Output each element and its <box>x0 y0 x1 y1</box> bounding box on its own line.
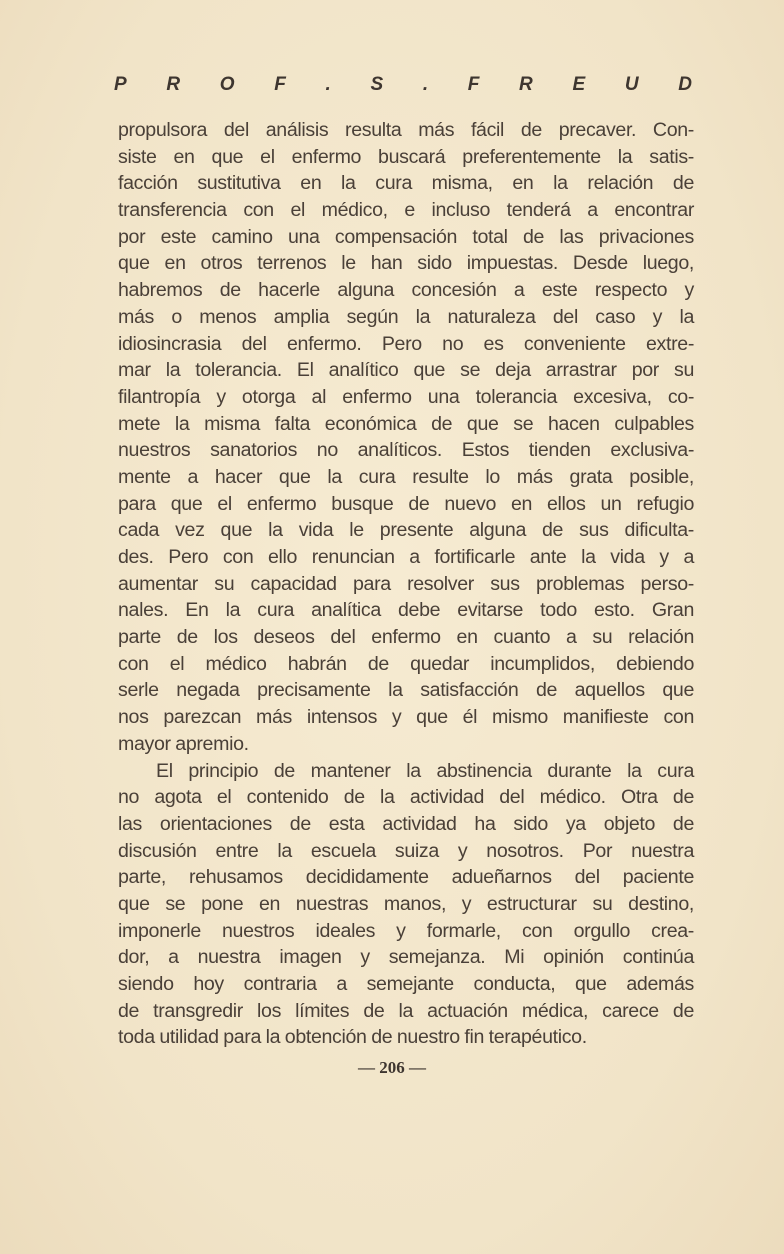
header-letter: O <box>219 74 235 95</box>
text-line: facción sustitutiva en la cura misma, en la relación de <box>118 172 694 195</box>
text-line: más o menos amplia según la naturaleza del caso y la <box>118 305 694 328</box>
header-letter: P <box>114 74 127 95</box>
text-line: El principio de mantener la abstinencia durante la cura <box>156 759 694 782</box>
text-line: para que el enfermo busque de nuevo en ellos un refugio <box>118 492 694 515</box>
text-line: parte, rehusamos decididamente adueñarnos del paciente <box>118 866 694 889</box>
header-letter: . <box>422 74 429 95</box>
text-line: mete la misma falta económica de que se hacen culpables <box>118 412 694 435</box>
header-letter: . <box>325 74 331 95</box>
text-line: siendo hoy contraria a semejante conducta, que además <box>118 973 694 995</box>
page-number: — 206 — <box>358 1058 426 1077</box>
text-line: dor, a nuestra imagen y semejanza. Mi opinión continúa <box>118 946 694 969</box>
body-text <box>118 117 694 1051</box>
text-line: con el médico habrán de quedar incumplidos, debiendo <box>118 652 694 675</box>
text-line: imponerle nuestros ideales y formarle, con orgullo crea- <box>118 919 694 942</box>
text-line: filantropía y otorga al enfermo una tolerancia excesiva, co- <box>118 385 694 408</box>
header-letter: R <box>166 74 181 95</box>
text-line: habremos de hacerle alguna concesión a este respecto y <box>118 279 694 302</box>
header-letter: U <box>624 74 639 95</box>
header-letter: F <box>274 74 286 95</box>
text-line: mente a hacer que la cura resulte lo más grata posible, <box>118 465 694 488</box>
paragraph <box>118 117 694 758</box>
text-line: toda utilidad para la obtención de nuestro fin terapéutico. <box>118 1026 587 1049</box>
text-line: no agota el contenido de la actividad del médico. Otra de <box>118 786 694 809</box>
text-line: idiosincrasia del enfermo. Pero no es conveniente extre- <box>118 332 694 355</box>
header-letter: R <box>519 74 533 95</box>
text-line: cada vez que la vida le presente alguna de sus dificulta- <box>118 519 694 542</box>
text-line: discusión entre la escuela suiza y nosotros. Por nuestra <box>118 839 694 862</box>
text-line: propulsora del análisis resulta más fácil de precaver. Con- <box>118 119 694 141</box>
text-line: las orientaciones de esta actividad ha sido ya objeto de <box>118 812 694 835</box>
header-letter: D <box>678 74 692 95</box>
text-line: mayor apremio. <box>118 732 249 755</box>
text-line: serle negada precisamente la satisfacción de aquellos que <box>118 679 694 702</box>
text-line: siste en que el enfermo buscará preferentemente la satis- <box>118 145 694 168</box>
text-line: transferencia con el médico, e incluso tenderá a encontrar <box>118 199 694 222</box>
text-line: de transgredir los límites de la actuación médica, carece de <box>118 999 694 1022</box>
header-letter: F <box>467 74 480 95</box>
text-line: des. Pero con ello renuncian a fortificarle ante la vida y a <box>118 546 694 568</box>
text-line: que en otros terrenos le han sido impuestas. Desde luego, <box>118 252 694 275</box>
text-line: que se pone en nuestras manos, y estructurar su destino, <box>118 892 694 915</box>
text-line: nos parezcan más intensos y que él mismo manifieste con <box>118 706 694 729</box>
header-letter: E <box>572 74 586 95</box>
text-line: parte de los deseos del enfermo en cuanto a su relación <box>118 626 694 649</box>
text-line: mar la tolerancia. El analítico que se deja arrastrar por su <box>118 359 694 382</box>
header-letter: S <box>370 74 384 95</box>
paragraph <box>118 758 694 1052</box>
text-line: por este camino una compensación total de las privaciones <box>118 225 694 248</box>
text-line: aumentar su capacidad para resolver sus problemas perso- <box>118 572 694 595</box>
text-line: nuestros sanatorios no analíticos. Estos tienden exclusiva- <box>118 439 694 462</box>
running-header <box>114 74 692 102</box>
text-line: nales. En la cura analítica debe evitarse todo esto. Gran <box>118 599 694 622</box>
